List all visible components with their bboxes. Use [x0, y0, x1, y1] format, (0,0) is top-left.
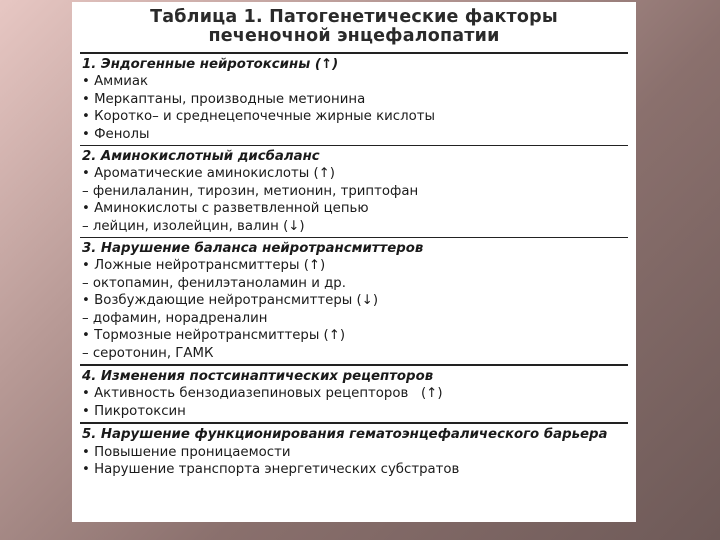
list-item: • Тормозные нейротрансмиттеры (↑) [82, 328, 346, 344]
list-item: – лейцин, изолейцин, валин (↓) [82, 218, 305, 234]
list-item: • Аммиак [82, 74, 149, 90]
section-postsynaptic-receptors [80, 366, 628, 424]
section-blood-brain-barrier [80, 424, 628, 480]
list-item: • Меркаптаны, производные метионина [82, 91, 366, 107]
table-title [80, 8, 628, 46]
list-item: • Активность бензодиазепиновых рецепторов (↑) [82, 386, 443, 402]
list-item: • Фенолы [82, 126, 150, 142]
section-endogenous-neurotoxins [80, 54, 628, 146]
title-line-2: печеночной энцефалопатии [208, 26, 500, 46]
document-page [72, 2, 636, 522]
list-item: • Коротко– и среднецепочечные жирные кислоты [82, 109, 435, 125]
section-heading: 1. Эндогенные нейротоксины (↑) [82, 57, 339, 72]
list-item: • Аминокислоты с разветвленной цепью [82, 201, 369, 217]
section-amino-acid-imbalance [80, 146, 628, 238]
list-item: • Повышение проницаемости [82, 444, 291, 460]
list-item: • Нарушение транспорта энергетических субстратов [82, 461, 460, 477]
title-line-1: Таблица 1. Патогенетические факторы [150, 7, 558, 27]
list-item: – фенилаланин, тирозин, метионин, триптофан [82, 183, 419, 199]
list-item: – октопамин, фенилэтаноламин и др. [82, 275, 346, 291]
section-heading: 5. Нарушение функционирования гематоэнцефалического барьера [82, 427, 608, 443]
list-item: • Возбуждающие нейротрансмиттеры (↓) [82, 293, 379, 309]
list-item: • Ложные нейротрансмиттеры (↑) [82, 258, 326, 274]
list-item: – серотонин, ГАМК [82, 345, 214, 361]
section-heading: 4. Изменения постсинаптических рецепторов [82, 368, 434, 384]
list-item: • Ароматические аминокислоты (↑) [82, 166, 335, 182]
section-heading: 3. Нарушение баланса нейротрансмиттеров [82, 241, 424, 257]
section-heading: 2. Аминокислотный дисбаланс [82, 149, 320, 165]
list-item: • Пикротоксин [82, 403, 186, 419]
section-neurotransmitter-balance [80, 238, 628, 366]
list-item: – дофамин, норадреналин [82, 310, 268, 326]
